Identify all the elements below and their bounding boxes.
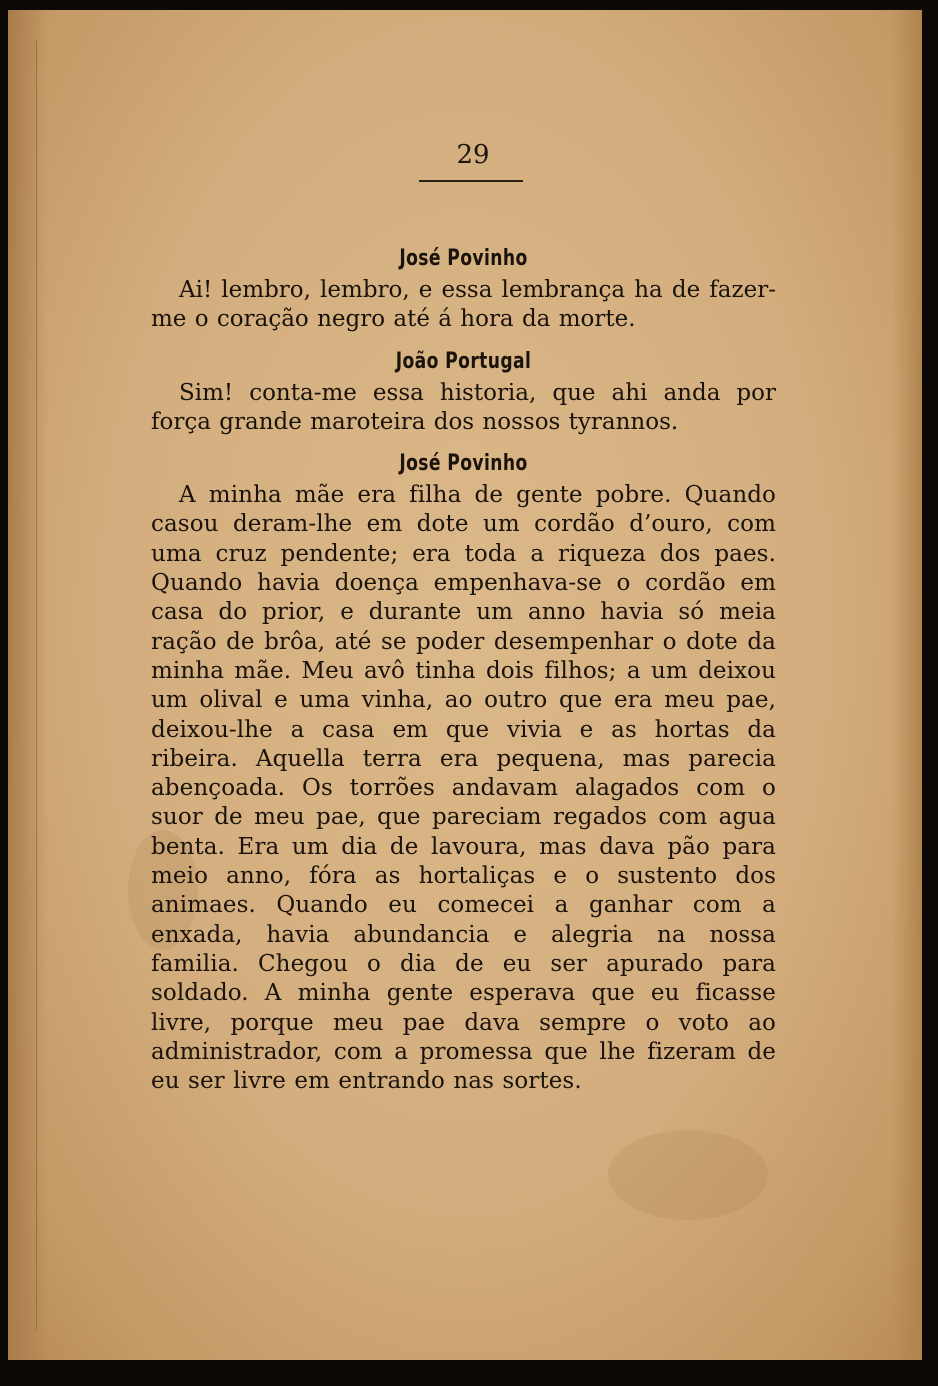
speaker-name: João Portugal [395,348,532,374]
binding-fold-line [36,40,37,1330]
speaker-name: José Povinho [399,246,528,271]
speech-paragraph: Ai! lembro, lembro, e essa lembrança ha de fazer-me o coração negro até á hora da morte. [151,277,776,333]
page-right-edge-shadow [892,10,922,1360]
book-page [8,10,922,1360]
page-left-edge-shadow [8,10,48,1360]
speech-paragraph: Sim! conta-me essa historia, que ahi anda por força grande maroteira dos nossos tyrannos. [151,379,776,435]
page-number-rule [419,180,523,182]
dialogue-text [151,242,776,1096]
speaker-name: José Povinho [399,451,528,477]
speech-paragraph: A minha mãe era filha de gente pobre. Quando casou deram-lhe em dote um cordão d’ouro, com uma cruz pendente; era toda a riqueza dos paes. Quando havia doença empenhava-se o cordão em casa do prior, e durante um anno havia só meia ração de brôa, até se poder desempenhar o dote da minha mãe. Meu avô tinha dois filhos; a um deixou um olival e uma vinha, ao outro que era meu pae, deixou-lhe a casa em que vivia e as hortas da ribeira. Aquella terra era pequena, mas parecia abençoada. Os torrões andavam alagados com o suor de meu pae, que pareciam regados com agua benta. Era um dia de lavoura, mas dava pão para meio anno, fóra as hortaliças e o sustento dos animaes. Quando eu comecei a ganhar com a enxada, havia abundancia e alegria na nossa familia. Chegou o dia de eu ser apurado para soldado. A minha gente esperava que eu ficasse livre, porque meu pae dava sempre o voto ao administrador, com a promessa que lhe fizeram de eu ser livre em entrando nas sortes. [151,482,776,1095]
page-number: 29 [456,140,490,170]
paper-stain [608,1130,768,1220]
